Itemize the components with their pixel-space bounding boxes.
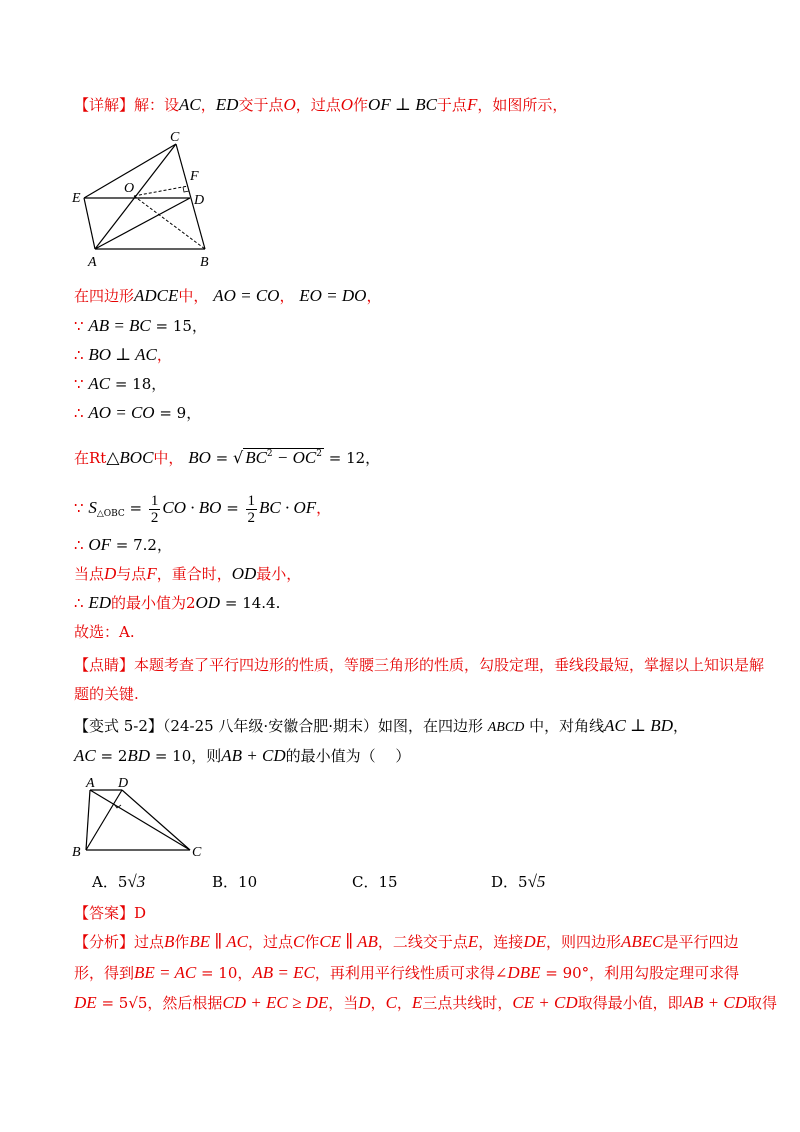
choice-d: D．5√5 — [491, 872, 546, 891]
solution-line-10: 当点D与点F，重合时，OD最小， — [74, 564, 302, 583]
detail-heading: 【详解】解：设AC，ED交于点O，过点O作OF ⊥ BC于点F，如图所示， — [74, 95, 568, 114]
solution-line-3: ∵ AB = BC = 15， — [74, 316, 207, 335]
solution-line-9: ∴ OF = 7.2， — [74, 535, 172, 554]
solution-line-6: ∴ AO = CO = 9， — [74, 403, 202, 422]
label-b2: B — [72, 845, 81, 860]
label-d2: D — [118, 776, 129, 791]
label-f: F — [190, 169, 199, 184]
label-b: B — [200, 255, 209, 270]
solution-line-12: 故选：A. — [74, 623, 135, 641]
solution-line-11: ∴ ED的最小值为2OD = 14.4. — [74, 593, 281, 612]
analysis-line-2: 形，得到BE = AC = 10，AB = EC，再利用平行线性质可求得∠DBE = 90°，利用勾股定理可求得 — [74, 963, 740, 982]
comment-line-1: 【点睛】本题考查了平行四边形的性质，等腰三角形的性质，勾股定理，垂线段最短，掌握以上知识是解 — [74, 656, 765, 674]
analysis-line-3: DE = 5√5，然后根据CD + EC ≥ DE，当D，C，E三点共线时，CE + CD取得最小值，即AB + CD取得 — [74, 993, 778, 1012]
label-d: D — [194, 193, 205, 208]
choice-b: B．10 — [212, 873, 258, 891]
figure-parallelogram — [66, 128, 226, 270]
solution-line-4: ∴ BO ⊥ AC， — [74, 345, 172, 364]
figure-quadrilateral — [66, 772, 216, 864]
solution-line-8: ∵ $S_{\triangle OBC}$ = $\frac{1}{2}$ CO · BO = $\frac{1}{2}$ BC · OF， — [74, 492, 332, 526]
label-c: C — [170, 130, 180, 145]
analysis-line-1: 【分析】过点B作BE ∥ AC，过点C作CE ∥ AB，二线交于点E，连接DE，则四边形ABEC是平行四边 — [74, 932, 739, 951]
answer-line: 【答案】D — [74, 904, 147, 922]
variant-question-line-1: 【变式 5-2】（24-25 八年级·安徽合肥·期末）如图，在四边形 ABCD 中，对角线AC ⊥ BD， — [74, 716, 688, 735]
solution-line-7: 在Rt△BOC中， BO = √ $BC^2 - OC^2 = 12$， — [74, 448, 381, 467]
label-c2: C — [192, 845, 202, 860]
label-a: A — [88, 255, 97, 270]
comment-line-2: 题的关键. — [74, 685, 139, 703]
label-o: O — [124, 181, 135, 196]
solution-line-2: 在四边形ADCE中， AO = CO， EO = DO， — [74, 286, 382, 305]
variant-question-line-2: AC = 2BD = 10，则AB + CD的最小值为（ ） — [74, 746, 411, 765]
label-a2: A — [86, 776, 95, 791]
solution-line-5: ∵ AC = 18， — [74, 374, 167, 393]
choice-a: A．5√3 — [92, 872, 146, 891]
label-e: E — [72, 191, 81, 206]
choice-c: C．15 — [352, 873, 398, 891]
